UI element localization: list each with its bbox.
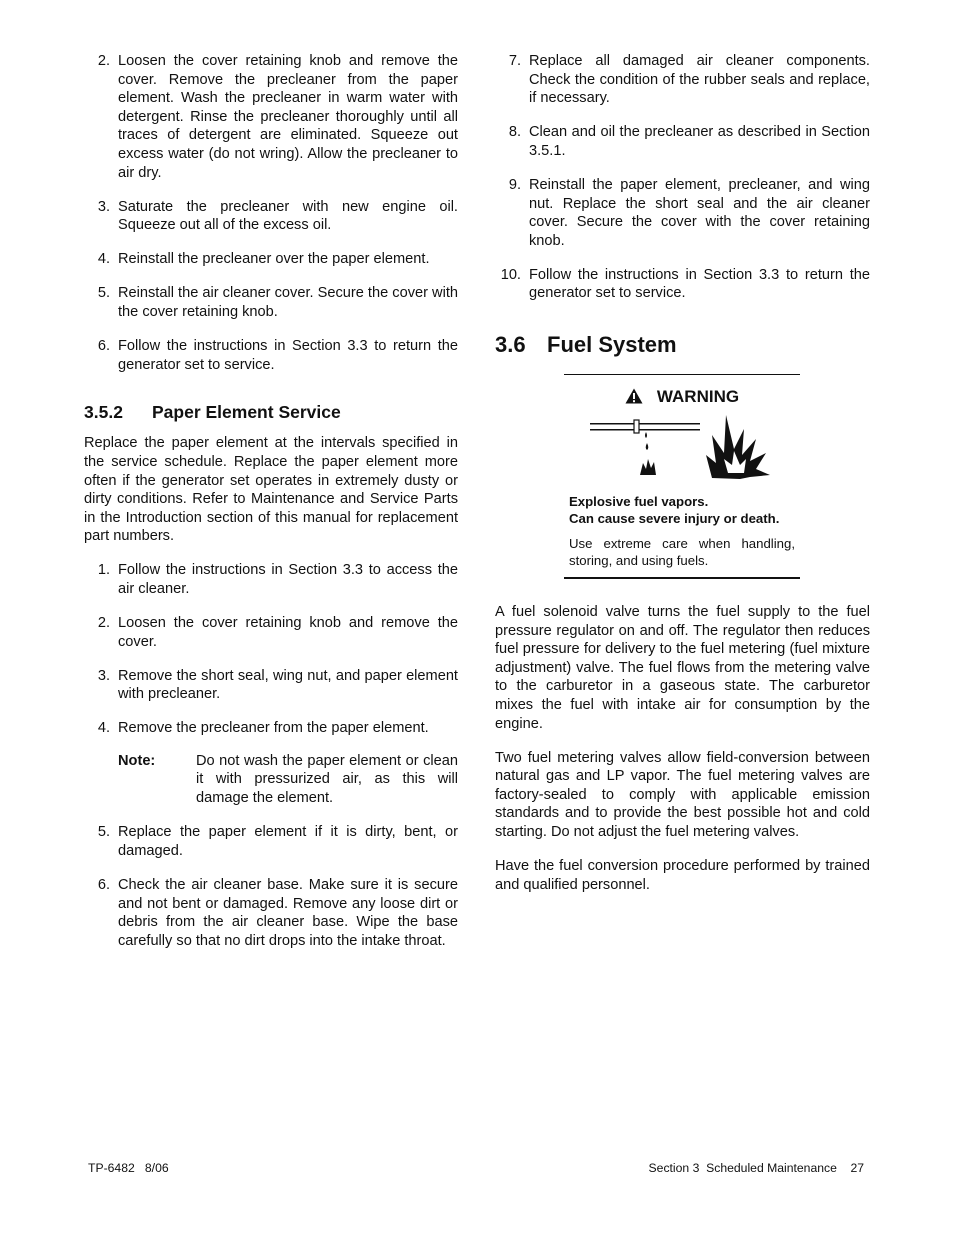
subsection-intro: Replace the paper element at the intervals specified in the service schedule. Replace the paper element more often if the generator set operates in extremely dusty or dirty conditions. Refer to Maintenance and Service Parts in the Introduction section of this manual for replacement part numbers. [84, 435, 458, 545]
footer-section-label: Section 3 Scheduled Maintenance [648, 1161, 837, 1175]
list-item [84, 876, 458, 950]
explosive-fuel-vapor-icon [590, 415, 774, 481]
step-text: Remove the short seal, wing nut, and paper element with precleaner. [118, 667, 458, 703]
list-item [84, 667, 458, 704]
fuel-system-paragraph-3: Have the fuel conversion procedure performed by trained and qualified personnel. [495, 858, 870, 893]
step-text: Follow the instructions in Section 3.3 to return the generator set to service. [529, 266, 870, 302]
warning-title-line2: Can cause severe injury or death. [569, 511, 780, 527]
note-text: Do not wash the paper element or clean it with pressurized air, as this will damage the element. [196, 752, 458, 806]
list-item [495, 176, 870, 250]
step-number: 9. [508, 176, 521, 193]
subsection-number: 3.5.2 [84, 402, 123, 423]
step-number: 6. [97, 338, 110, 355]
warning-title [569, 493, 800, 527]
step-number: 5. [97, 285, 110, 302]
list-item [84, 337, 458, 374]
step-number: 4. [97, 251, 110, 268]
step-number: 2. [97, 615, 110, 632]
step-number: 2. [97, 53, 110, 69]
warning-title-line1: Explosive fuel vapors. [569, 494, 709, 510]
step-text: Loosen the cover retaining knob and remove the cover. [118, 615, 458, 650]
step-number: 10. [500, 266, 521, 283]
section-number: 3.6 [495, 332, 526, 358]
steps-list-c [84, 823, 458, 950]
step-number: 8. [508, 124, 521, 141]
step-text: Reinstall the paper element, precleaner, and wing nut. Replace the short seal and the air cleaner cover. Secure the cover with the cover retaining knob. [529, 176, 870, 249]
step-number: 3. [97, 198, 110, 215]
subsection-heading [84, 401, 458, 423]
step-text: Reinstall the air cleaner cover. Secure the cover with the cover retaining knob. [118, 285, 458, 321]
right-column [495, 52, 870, 910]
step-text: Follow the instructions in Section 3.3 to return the generator set to service. [118, 338, 458, 373]
warning-triangle-icon [625, 388, 643, 404]
section-heading [495, 332, 870, 358]
step-number: 6. [97, 877, 110, 893]
section-title: Fuel System [547, 332, 677, 358]
steps-list-d [495, 52, 870, 303]
list-item [84, 561, 458, 598]
page-number: 27 [850, 1161, 864, 1175]
list-item [495, 123, 870, 160]
step-number: 7. [508, 53, 521, 69]
step-text: Replace the paper element if it is dirty, bent, or damaged. [118, 824, 458, 859]
fuel-system-paragraph-2: Two fuel metering valves allow field-conversion between natural gas and LP vapor. The fuel metering valves are factory-sealed to comply with applicable emission standards and to provide the best possible hot and cold starting. Do not adjust the fuel metering valves. [495, 749, 870, 841]
footer-doc-id: TP-6482 8/06 [88, 1161, 169, 1175]
warning-box [564, 374, 800, 579]
steps-list-a [84, 52, 458, 374]
list-item [84, 198, 458, 235]
warning-heading [564, 387, 800, 407]
warning-body: Use extreme care when handling, storing, and using fuels. [569, 536, 795, 569]
fuel-system-paragraph-1: A fuel solenoid valve turns the fuel supply to the fuel pressure regulator on and off. The regulator then reduces fuel pressure for delivery to the fuel metering (fuel mixture adjustment) valve. The fuel flows from the metering valve to the carburetor in a gaseous state. The carburetor mixes the fuel with intake air for consumption by the engine. [495, 604, 870, 732]
note-label: Note: [118, 752, 156, 769]
note [118, 752, 458, 808]
list-item [84, 284, 458, 321]
step-text: Clean and oil the precleaner as described in Section 3.5.1. [529, 124, 870, 159]
step-number: 3. [97, 667, 110, 684]
step-text: Follow the instructions in Section 3.3 to access the air cleaner. [118, 562, 458, 597]
list-item [84, 250, 458, 269]
list-item [495, 266, 870, 303]
step-number: 1. [97, 562, 110, 579]
step-text: Remove the precleaner from the paper element. [118, 720, 429, 737]
subsection-title: Paper Element Service [152, 402, 341, 423]
warning-label: WARNING [656, 387, 740, 407]
step-number: 4. [97, 720, 110, 737]
steps-list-b [84, 561, 458, 738]
list-item [84, 823, 458, 860]
step-text: Saturate the precleaner with new engine oil. Squeeze out all of the excess oil. [118, 198, 458, 234]
list-item [84, 614, 458, 651]
step-text: Reinstall the precleaner over the paper element. [118, 251, 430, 268]
step-number: 5. [97, 824, 110, 841]
step-text: Replace all damaged air cleaner components. Check the condition of the rubber seals and replace, if necessary. [529, 53, 870, 107]
step-text: Check the air cleaner base. Make sure it is secure and not bent or damaged. Remove any loose dirt or debris from the air cleaner base. Wipe the base carefully so that no dirt drops into the intake throat. [118, 877, 458, 949]
list-item [84, 719, 458, 738]
footer-section [649, 1160, 864, 1176]
list-item [84, 52, 458, 182]
list-item [495, 52, 870, 108]
left-column [84, 52, 458, 966]
step-text: Loosen the cover retaining knob and remove the cover. Remove the precleaner from the paper element. Wash the precleaner in warm water with detergent. Rinse the precleaner thoroughly until all traces of detergent are eliminated. Squeeze out excess water (do not wring). Allow the precleaner to air dry. [118, 53, 458, 181]
